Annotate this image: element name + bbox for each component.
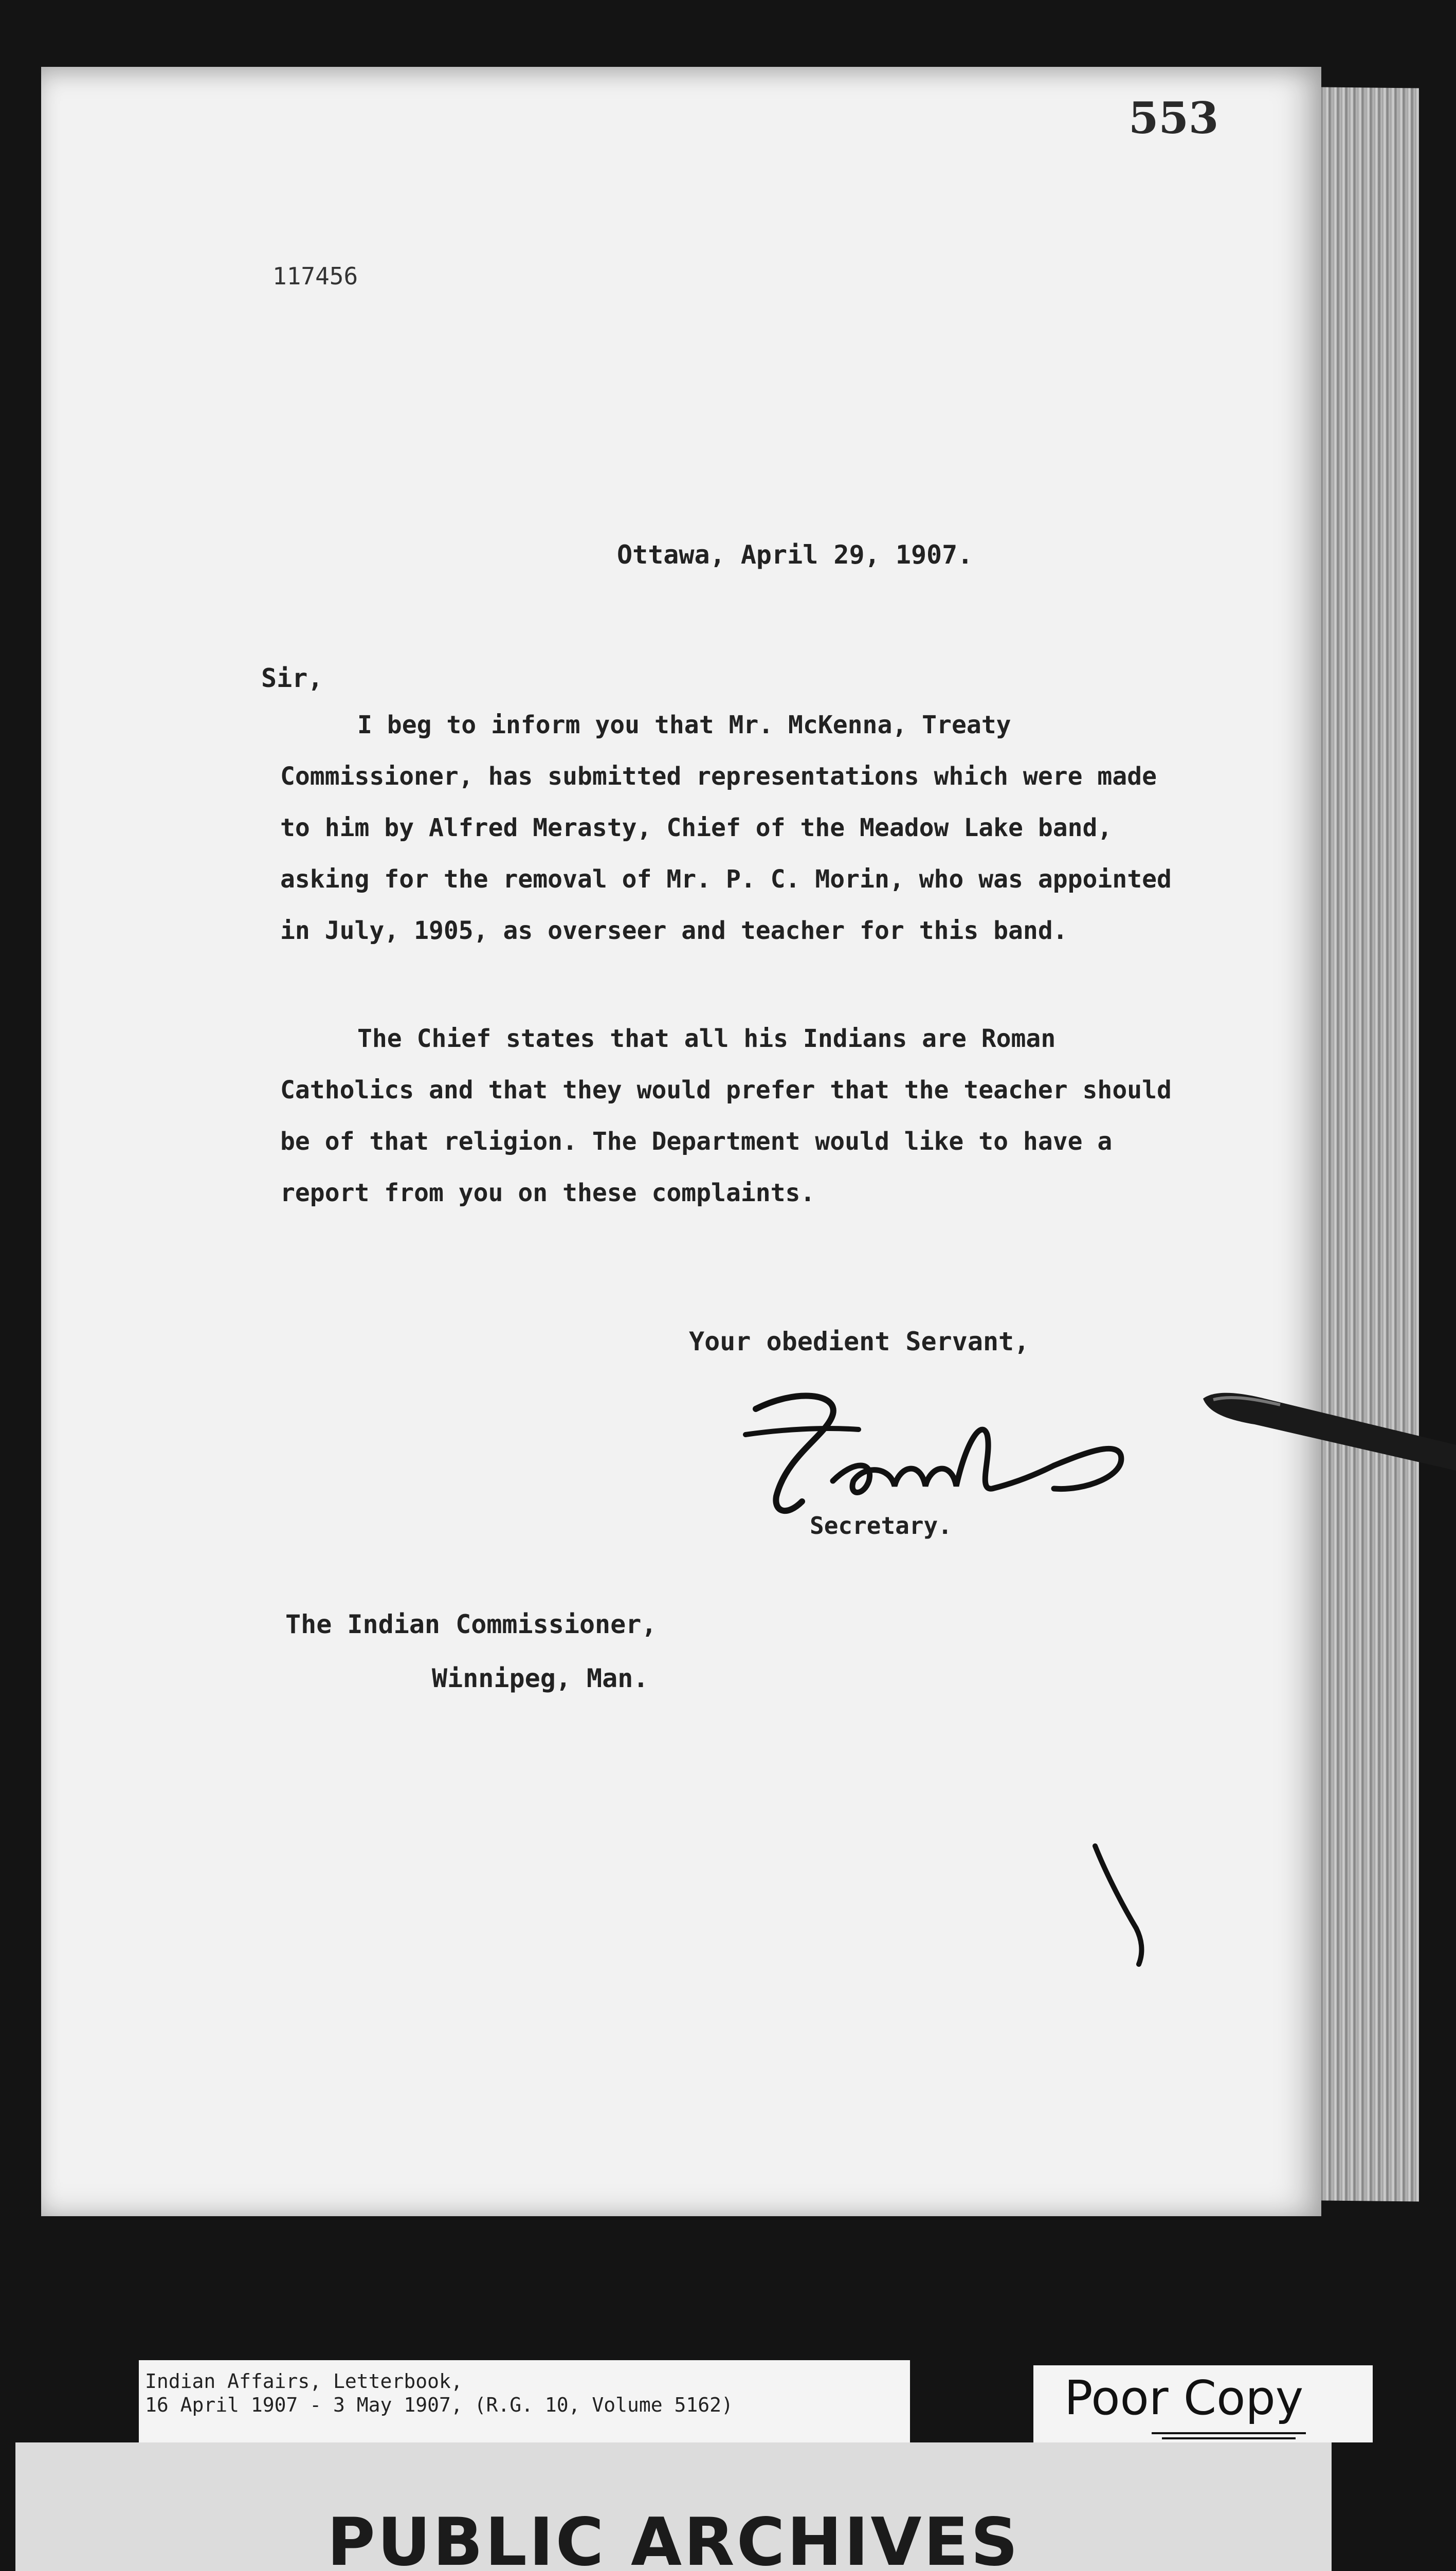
poor-copy-text: Poor Copy [1064,2370,1304,2425]
underline-icon [1152,2427,1306,2442]
letter-date: Ottawa, April 29, 1907. [617,540,973,570]
handwritten-signature [725,1378,1146,1532]
archives-stamp [15,2442,1332,2571]
file-number: 117456 [272,262,358,290]
archive-caption [139,2360,910,2442]
caption-line-1: Indian Affairs, Letterbook, [145,2370,463,2393]
salutation: Sir, [261,663,323,693]
pen-icon [1203,1388,1456,1471]
addressee-line-2: Winnipeg, Man. [432,1663,649,1693]
pencil-tick-mark [1090,1841,1152,1969]
addressee-line-1: The Indian Commissioner, [285,1609,657,1639]
letter-paragraph-1: I beg to inform you that Mr. McKenna, Treaty Commissioner, has submitted representations which were made to him by Alfred Merasty, Chief of the Meadow Lake band, asking for the removal of Mr. P. C. Morin, who was appointed in July, 1905, as overseer and teacher for this band. [280,711,1172,945]
closing: Your obedient Servant, [689,1327,1030,1356]
caption-line-2: 16 April 1907 - 3 May 1907, (R.G. 10, Volume 5162) [145,2394,733,2416]
signer-title: Secretary. [810,1512,952,1540]
poor-copy-label [1033,2365,1373,2442]
stamp-line-1: PUBLIC ARCHIVES [327,2504,1020,2571]
page-number: 553 [1129,93,1219,143]
letter-paragraph-2: The Chief states that all his Indians are Roman Catholics and that they would prefer that the teacher should be of that religion. The Department would like to have a report from you on these complaints. [280,1024,1172,1207]
